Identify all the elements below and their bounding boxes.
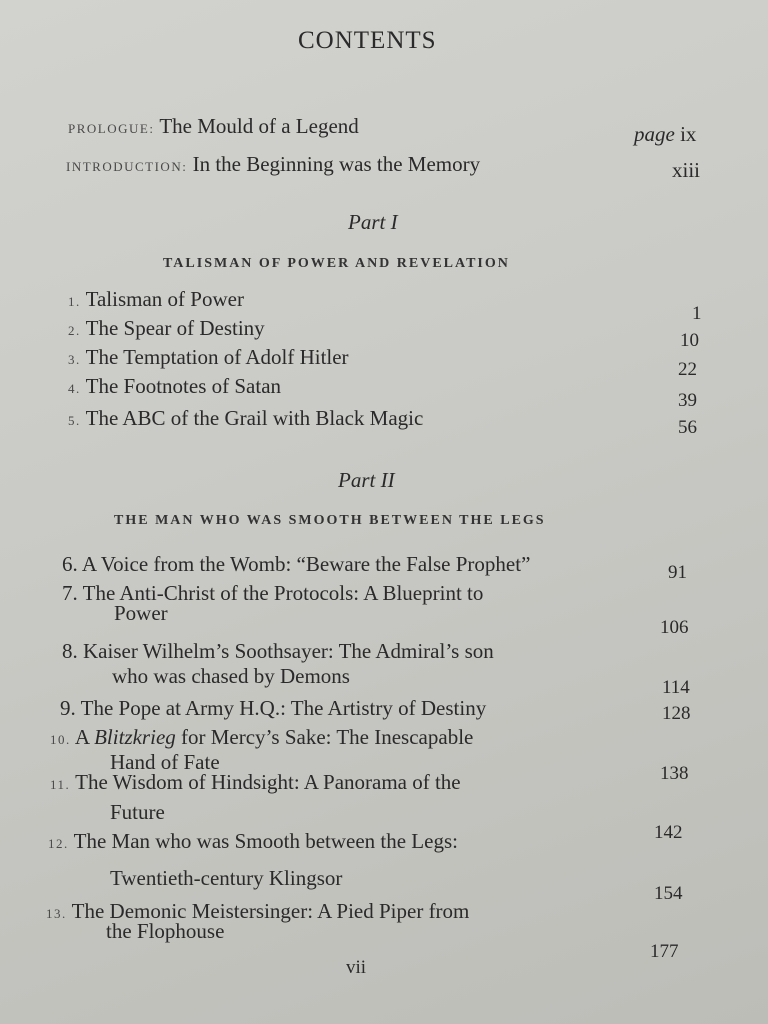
chapter-entry — [62, 554, 530, 575]
chapter-number: 2. — [68, 323, 81, 338]
chapter-number: 12. — [48, 836, 69, 851]
chapter-title-continued: Future — [110, 800, 165, 824]
entry-label: INTRODUCTION: — [66, 159, 188, 174]
chapter-title: The Pope at Army H.Q.: The Artistry of Destiny — [80, 696, 487, 720]
chapter-title: A Voice from the Womb: “Beware the False Prophet” — [81, 552, 531, 576]
chapter-title: The Wisdom of Hindsight: A Panorama of the — [75, 770, 461, 794]
chapter-number: 5. — [68, 413, 81, 428]
page-ref — [634, 124, 696, 145]
chapter-number: 10. — [50, 732, 71, 747]
chapter-title-continued: the Flophouse — [106, 919, 225, 943]
chapter-number: 7. — [62, 581, 78, 605]
folio: vii — [346, 957, 367, 978]
toc-entry-introduction — [66, 154, 480, 175]
page-number: 56 — [678, 417, 697, 438]
chapter-title-continued: Hand of Fate — [110, 750, 220, 774]
chapter-title: The Footnotes of Satan — [85, 374, 282, 398]
chapter-number: 8. — [62, 639, 78, 663]
chapter-number: 4. — [68, 381, 81, 396]
chapter-title-prefix: A — [74, 725, 89, 749]
chapter-entry — [68, 408, 423, 429]
chapter-title: The Anti-Christ of the Protocols: A Blueprint to — [82, 581, 484, 605]
chapter-title: for Mercy’s Sake: The Inescapable — [181, 725, 474, 749]
page-number: 1 — [692, 303, 702, 324]
chapter-title: Kaiser Wilhelm’s Soothsayer: The Admiral’s son — [83, 639, 494, 663]
toc-entry-prologue — [68, 116, 359, 137]
part-heading: TALISMAN OF POWER AND REVELATION — [163, 256, 510, 271]
page-number: 177 — [650, 941, 679, 962]
chapter-number: 6. — [62, 552, 78, 576]
chapter-title-continued: Twentieth-century Klingsor — [110, 866, 343, 890]
chapter-entry — [68, 318, 265, 339]
page-number: 138 — [660, 763, 689, 784]
page-number: 142 — [654, 822, 683, 843]
chapter-title: The Spear of Destiny — [85, 316, 265, 340]
part-heading: THE MAN WHO WAS SMOOTH BETWEEN THE LEGS — [114, 513, 546, 528]
part-title: Part II — [338, 468, 395, 492]
page-number: 10 — [680, 330, 699, 351]
page-number: xiii — [672, 158, 701, 182]
chapter-entry — [60, 698, 486, 719]
page-number: 154 — [654, 883, 683, 904]
page-number: 39 — [678, 390, 697, 411]
page-number: 106 — [660, 617, 689, 638]
chapter-number: 9. — [60, 696, 76, 720]
chapter-title: Talisman of Power — [85, 287, 244, 311]
page-number: 114 — [662, 677, 690, 698]
entry-title: The Mould of a Legend — [159, 114, 359, 138]
chapter-number: 1. — [68, 294, 81, 309]
page-number: ix — [680, 122, 697, 146]
chapter-title-italic: Blitzkrieg — [94, 725, 176, 749]
entry-label: PROLOGUE: — [68, 121, 155, 136]
page-number: 128 — [662, 703, 691, 724]
chapter-number: 13. — [46, 906, 67, 921]
page-number: 22 — [678, 359, 697, 380]
entry-title: In the Beginning was the Memory — [192, 152, 481, 176]
chapter-title: The Demonic Meistersinger: A Pied Piper from — [71, 899, 470, 923]
part-title: Part I — [348, 210, 398, 234]
chapter-entry — [68, 376, 281, 397]
chapter-entry — [50, 772, 461, 793]
chapter-title: The Temptation of Adolf Hitler — [85, 345, 349, 369]
chapter-entry — [62, 641, 494, 662]
chapter-entry — [50, 727, 473, 748]
page-title: CONTENTS — [298, 27, 437, 54]
page-label: page — [634, 122, 675, 146]
chapter-number: 11. — [50, 777, 71, 792]
chapter-title: The Man who was Smooth between the Legs: — [73, 829, 458, 853]
chapter-entry — [48, 831, 458, 852]
chapter-title-continued: who was chased by Demons — [112, 664, 350, 688]
chapter-entry — [68, 289, 244, 310]
chapter-entry — [68, 347, 349, 368]
page-number: 91 — [668, 562, 687, 583]
chapter-title-continued: Power — [114, 601, 168, 625]
chapter-title: The ABC of the Grail with Black Magic — [85, 406, 424, 430]
chapter-number: 3. — [68, 352, 81, 367]
